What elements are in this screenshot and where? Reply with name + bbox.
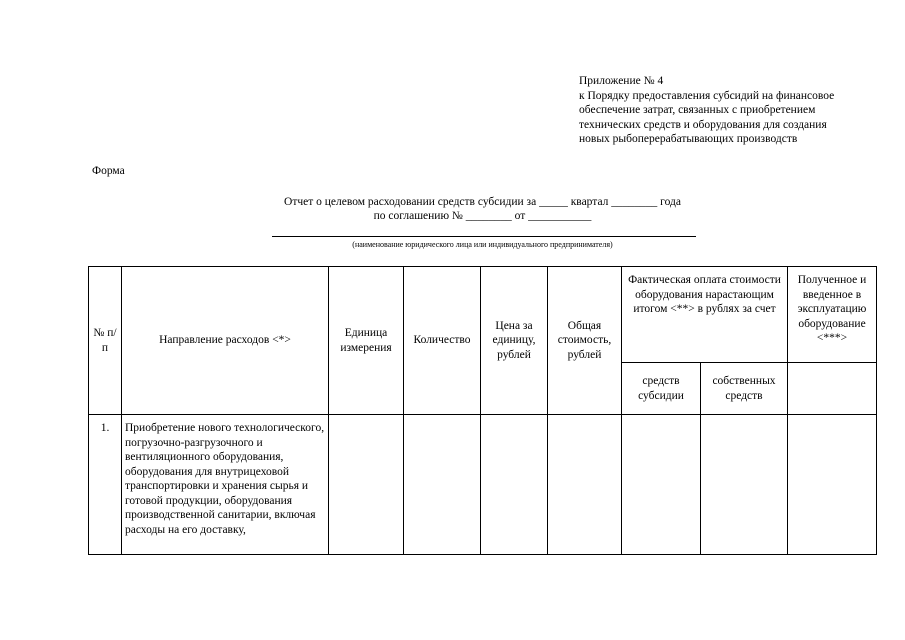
table-row bbox=[89, 415, 877, 555]
cell-direction: Приобретение нового технологического, погрузочно-разгрузочного и вентиляционного оборудования, оборудования для внутрицеховой транспортировки и хранения сырья и готовой продукции, оборудования производственной санитарии, включая расходы на его доставку, bbox=[122, 415, 329, 555]
cell-subsidy bbox=[622, 415, 701, 555]
header-num: № п/п bbox=[89, 267, 122, 415]
header-payment-group: Фактическая оплата стоимости оборудования нарастающим итогом <**> в рублях за счет bbox=[622, 267, 788, 363]
table-header-row bbox=[89, 267, 877, 363]
appendix-block bbox=[579, 74, 889, 147]
appendix-line: обеспечение затрат, связанных с приобретением bbox=[579, 104, 816, 116]
cell-quantity bbox=[404, 415, 481, 555]
cell-own bbox=[701, 415, 788, 555]
organization-name-line bbox=[272, 236, 696, 237]
cell-price bbox=[481, 415, 548, 555]
appendix-line: Приложение № 4 bbox=[579, 75, 664, 87]
cell-total bbox=[548, 415, 622, 555]
header-received: Полученное и введенное в эксплуатацию оборудование <***> bbox=[788, 267, 877, 363]
report-title-line-2: по соглашению № ________ от ___________ bbox=[373, 210, 592, 222]
header-total: Общая стоимость, рублей bbox=[548, 267, 622, 415]
header-price: Цена за единицу, рублей bbox=[481, 267, 548, 415]
appendix-line: к Порядку предоставления субсидий на финансовое bbox=[579, 89, 835, 102]
header-payment-own: собственных средств bbox=[701, 363, 788, 415]
cell-unit bbox=[329, 415, 404, 555]
header-quantity: Количество bbox=[404, 267, 481, 415]
cell-received bbox=[788, 415, 877, 555]
report-table bbox=[88, 266, 877, 555]
report-title-line-1: Отчет о целевом расходовании средств субсидии за _____ квартал ________ года bbox=[284, 196, 681, 208]
appendix-line: технических средств и оборудования для создания bbox=[579, 118, 827, 131]
header-direction: Направление расходов <*> bbox=[122, 267, 329, 415]
organization-name-caption: (наименование юридического лица или индивидуального предпринимателя) bbox=[352, 240, 613, 249]
header-unit: Единица измерения bbox=[329, 267, 404, 415]
form-label: Форма bbox=[92, 165, 125, 177]
header-received-sub bbox=[788, 363, 877, 415]
header-payment-subsidy: средств субсидии bbox=[622, 363, 701, 415]
cell-num: 1. bbox=[89, 415, 122, 555]
appendix-line: новых рыбоперерабатывающих производств bbox=[579, 133, 798, 145]
